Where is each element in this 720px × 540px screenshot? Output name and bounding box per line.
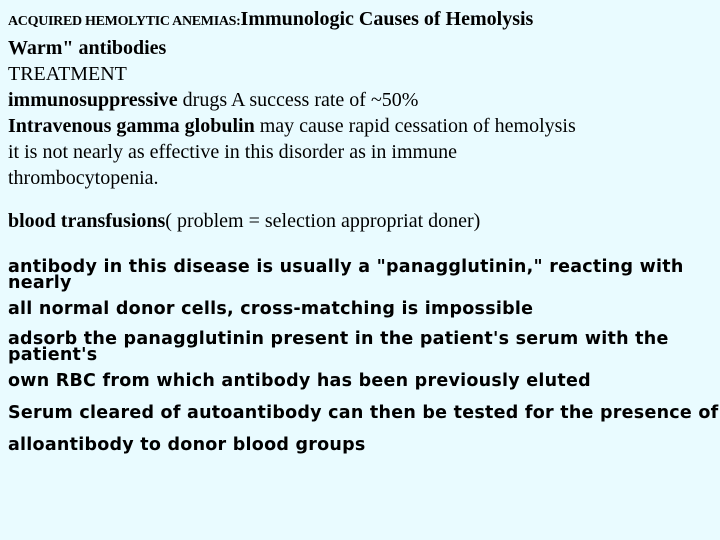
immunosuppressive-term: immunosuppressive (8, 89, 178, 111)
treatment-transfusion (8, 208, 714, 234)
slide-content (8, 6, 719, 461)
title-prefix: ACQUIRED HEMOLYTIC ANEMIAS: (8, 14, 241, 29)
spacer-2 (8, 234, 714, 251)
para-1 (8, 259, 714, 291)
slide-title (8, 6, 714, 35)
ivig-line-3: thrombocytopenia. (8, 167, 159, 189)
para-5: Serum cleared of autoantibody can then be tested for the presence of (8, 403, 719, 423)
paragraph-panagglutinin (8, 251, 714, 293)
paragraph-adsorb (8, 325, 714, 365)
transfusion-text: ( problem = selection appropriat doner) (165, 210, 481, 232)
ivig-term: Intravenous gamma globulin (8, 115, 255, 137)
ivig-line-2: it is not nearly as effective in this disorder as in immune (8, 141, 457, 163)
title-main: Immunologic Causes of Hemolysis (240, 8, 534, 30)
subtitle: Warm" antibodies (8, 37, 167, 59)
immunosuppressive-text: drugs A success rate of ~50% (177, 89, 419, 111)
para-6: alloantibody to donor blood groups (8, 435, 366, 455)
treatment-immunosuppressive (8, 87, 714, 113)
para-3 (8, 331, 714, 363)
para-1-line-a: antibody in this disease is usually a "panagglutinin," reacting with (8, 257, 684, 277)
para-3-line-a: adsorb the panagglutinin present in the patient's serum with the (8, 329, 669, 349)
para-4: own RBC from which antibody has been previously eluted (8, 371, 591, 391)
transfusion-term: blood transfusions (8, 210, 166, 232)
para-1-line-b: nearly (8, 273, 72, 293)
spacer (8, 191, 714, 208)
para-2: all normal donor cells, cross-matching is impossible (8, 299, 534, 319)
section-heading: TREATMENT (8, 63, 127, 85)
treatment-ivig (8, 113, 714, 139)
ivig-text: may cause rapid cessation of hemolysis (254, 115, 576, 137)
para-3-line-b: patient's (8, 345, 98, 365)
